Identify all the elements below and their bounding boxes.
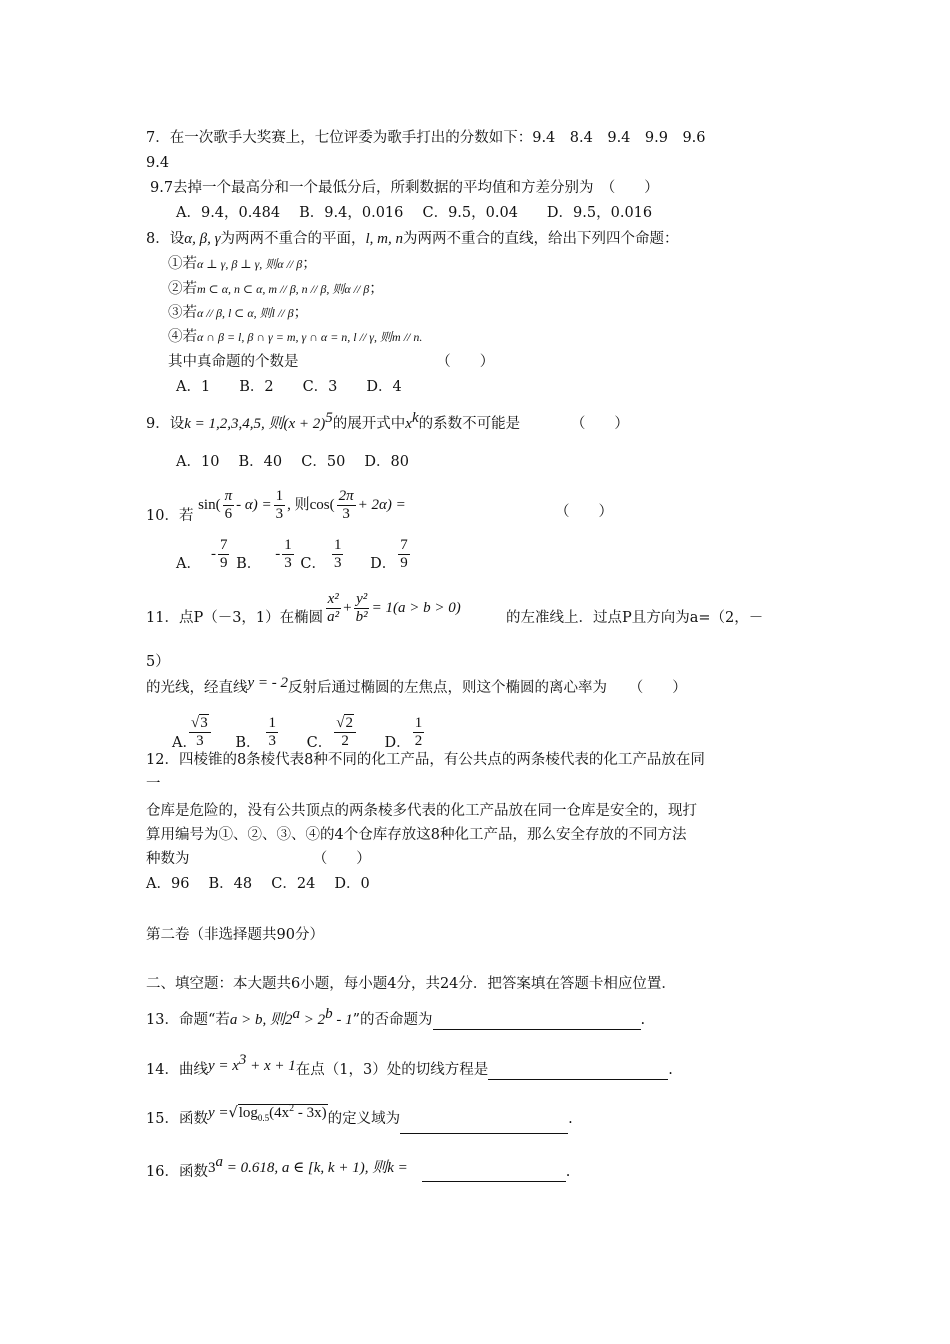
q15-arg-a: (4x	[269, 1105, 290, 1121]
q10-optA-sign: -	[210, 546, 216, 562]
q11-optA-rad: 3	[200, 714, 208, 731]
q10-frac-1-3	[274, 488, 286, 523]
q10-optA-den: 9	[219, 554, 228, 571]
q15-lead: 15．函数	[146, 1111, 208, 1127]
q8-lines: l, m, n	[365, 231, 403, 247]
q11-optB-num: 1	[268, 714, 276, 731]
q15-radicand	[238, 1104, 328, 1121]
q11-line3-expr: y = - 2	[247, 675, 289, 691]
q13-tail-expr: - 1	[332, 1011, 353, 1028]
q8-options: A．1 B．2 C．3 D．4	[176, 379, 402, 395]
q8-question: 其中真命题的个数是 （ ）	[168, 354, 495, 370]
q16-lead: 16．函数	[146, 1163, 208, 1180]
q10-optB-sign: -	[275, 546, 281, 562]
q14-lead: 14．曲线	[146, 1061, 208, 1078]
q10-optD-frac	[398, 537, 410, 572]
q14-tail: 在点（1，3）处的切线方程是	[295, 1061, 489, 1078]
q11-line3	[146, 675, 687, 698]
q13-end: .	[640, 1011, 646, 1028]
q11-optC-frac: $\frac{√2}{2}$	[334, 715, 356, 750]
q16-sup-a: a	[215, 1154, 223, 1170]
q13-sup-a: a	[292, 1006, 300, 1022]
q10-optB-num: 1	[284, 536, 292, 553]
q10-minus-alpha: - α) =	[236, 497, 272, 513]
q10-optA-num: 7	[219, 536, 228, 553]
q11-optC-rad: 2	[345, 714, 353, 731]
q10-one: 1	[275, 487, 284, 504]
q8-lead: 8．设	[146, 231, 185, 247]
q10-optA-frac	[218, 537, 230, 572]
q11-optC-den: 2	[341, 732, 349, 749]
q11-frac-x2a2	[325, 591, 341, 626]
q7-line1: 7．在一次歌手大奖赛上，七位评委为歌手打出的分数如下：9.4 8.4 9.4 9.9 9.6	[146, 130, 706, 146]
q8-proposition-1	[168, 254, 317, 274]
q8-p4-num: ④若	[168, 329, 197, 345]
q15-sup2: 2	[289, 1103, 295, 1114]
q11-b2: b²	[355, 608, 368, 625]
q8-mid: 为两两不重合的平面，	[220, 231, 366, 247]
q10-twopi: 2π	[338, 487, 354, 504]
q8-p2-end: ；	[369, 281, 384, 297]
q11-a2: a²	[327, 608, 340, 625]
q14-expr-a: y = x	[207, 1057, 239, 1074]
q11-y2: y²	[356, 590, 368, 607]
q10-optD-label: D．	[370, 556, 397, 572]
q11-optD-den: 2	[414, 732, 423, 749]
q10-optB-den: 3	[284, 554, 292, 571]
q10-sin: sin(	[198, 497, 221, 513]
q15-answer-blank[interactable]	[400, 1117, 568, 1134]
q16-end: .	[565, 1163, 571, 1180]
q11-optD-label: D．	[384, 735, 411, 751]
q11-optA-den: 3	[196, 732, 204, 749]
q14	[146, 1054, 673, 1080]
q8-p3-expr: α // β, l ⊂ α, 则l // β	[197, 306, 294, 320]
q12-line1: 12．四棱锥的8条棱代表8种不同的化工产品，有公共点的两条棱代表的化工产品放在同	[146, 752, 705, 768]
q10-optC-num: 1	[333, 536, 342, 553]
q15-arg-b: - 3x)	[294, 1105, 327, 1121]
q10-frac-pi6	[223, 488, 235, 523]
q9-options: A．10 B．40 C．50 D．80	[176, 454, 409, 470]
q11-frac-y2b2	[354, 591, 370, 626]
q10-bracket: （ ）	[555, 504, 613, 520]
q10-optA-label: A．	[176, 556, 201, 572]
q9-mid: 的展开式中	[332, 415, 406, 432]
q9-k: k	[411, 410, 419, 426]
q8-proposition-2	[168, 279, 384, 299]
q13-expr: a > b, 则2	[229, 1011, 293, 1028]
q10-optB-frac	[282, 537, 294, 572]
q7-options: A．9.4，0.484 B．9.4，0.016 C．9.5，0.04 D．9.5，0.016	[176, 205, 653, 221]
q16-three: 3	[207, 1159, 216, 1176]
q13-lead: 13．命题“若	[146, 1011, 230, 1028]
q15-tail: 的定义域为	[327, 1111, 401, 1127]
q8-p3-num: ③若	[168, 305, 197, 321]
q10-optC-label: C．	[300, 556, 326, 572]
q7-line2: 9.4	[146, 155, 170, 171]
q11-optA-frac: $\frac{√3}{3}$	[189, 715, 211, 750]
q14-sup3: 3	[238, 1052, 247, 1068]
section2-heading: 二、填空题：本大题共6小题，每小题4分，共24分．把答案填在答题卡相应位置．	[146, 976, 676, 992]
q11-lead: 11．点P（－3，1）在椭圆	[146, 610, 324, 626]
q14-answer-blank[interactable]	[488, 1063, 668, 1080]
q13-tail: ”的否命题为	[352, 1011, 433, 1028]
q16-expr: = 0.618, a ∈ [k, k + 1), 则k =	[222, 1159, 408, 1176]
q12-line5: 种数为 （ ）	[146, 851, 371, 867]
q10-lead: 10．若	[146, 508, 194, 524]
q10-three2: 3	[342, 505, 350, 522]
q10-options	[176, 524, 412, 584]
q10-frac-2pi3	[337, 488, 356, 523]
q15: 15．函数$y =√\log_{0.5}(4x^2 - 3x)$的定义域为 .	[146, 1105, 573, 1134]
q8-tail: 为两两不重合的直线，给出下列四个命题：	[403, 231, 679, 247]
q13-answer-blank[interactable]	[433, 1013, 641, 1030]
q10-optD-num: 7	[400, 536, 408, 553]
q11-optB-den: 3	[268, 732, 276, 749]
q15-log: log	[238, 1105, 258, 1121]
q8-stem	[146, 229, 679, 249]
q9-exponent: 5	[325, 410, 333, 426]
q13	[146, 1004, 645, 1030]
q11-tail: 的左准线上．过点P且方向为a=（2，－	[506, 610, 764, 626]
q8-p1-end: ；	[302, 256, 317, 272]
q11-optC-label: C．	[306, 735, 333, 751]
q8-p2-num: ②若	[168, 281, 197, 297]
q15-end: .	[568, 1111, 573, 1127]
q8-p4-expr: α ∩ β = l, β ∩ γ = m, γ ∩ α = n, l // γ, 则m // n.	[197, 330, 423, 344]
q11-optD-frac	[413, 715, 425, 750]
q11-stem	[146, 576, 461, 640]
q7-line3: 9.7去掉一个最高分和一个最低分后，所剩数据的平均值和方差分别为 （ ）	[150, 180, 659, 196]
q11-eq: = 1(a > b > 0)	[371, 600, 461, 616]
q11-optD-num: 1	[414, 714, 423, 731]
q13-mid: > 2	[300, 1011, 326, 1028]
q9-tail: 的系数不可能是 （ ）	[418, 415, 629, 432]
part2-title: 第二卷（非选择题共90分）	[146, 927, 324, 943]
q16-answer-blank[interactable]	[422, 1165, 566, 1182]
q12-line4: 算用编号为①、②、③、④的4个仓库存放这8种化工产品，那么安全存放的不同方法	[146, 827, 687, 843]
q10-three: 3	[275, 505, 284, 522]
q10-then-cos: , 则cos(	[287, 497, 335, 513]
q10-plus-2alpha: + 2α) =	[357, 497, 406, 513]
q10-pi: π	[224, 487, 233, 504]
q9-expr: k = 1,2,3,4,5, 则(x + 2)	[184, 415, 326, 432]
q11-optA-label: A．	[172, 735, 197, 751]
q11-x2: x²	[327, 590, 339, 607]
q10-optC-frac	[332, 537, 344, 572]
q8-planes: α, β, γ	[184, 231, 221, 247]
q11-line3-b: 反射后通过椭圆的左焦点，则这个椭圆的离心率为 （ ）	[288, 680, 687, 696]
q8-p1-num: ①若	[168, 256, 197, 272]
q14-end: .	[668, 1061, 673, 1078]
q16	[146, 1156, 570, 1182]
q11-plus: +	[343, 600, 352, 616]
q15-expr-y: y =	[207, 1105, 229, 1121]
q8-proposition-4	[168, 327, 422, 347]
q8-p2-expr: m ⊂ α, n ⊂ α, m // β, n // β, 则α // β	[197, 282, 370, 296]
q11-line2: 5）	[146, 654, 170, 670]
q10-optB-label: B．	[236, 556, 262, 572]
q10-optC-den: 3	[333, 554, 342, 571]
q10-six: 6	[224, 505, 233, 522]
q11-optB-label: B．	[235, 735, 261, 751]
q9-x: x	[405, 415, 412, 432]
q10-optD-den: 9	[400, 554, 408, 571]
q12-line3: 仓库是危险的，没有公共顶点的两条棱多代表的化工产品放在同一仓库是安全的，现打	[146, 803, 697, 819]
q15-base: 0.5	[257, 1113, 270, 1123]
q8-p1-expr: α ⊥ γ, β ⊥ γ, 则α // β	[197, 257, 303, 271]
q9-stem	[146, 408, 629, 434]
q14-expr-b: + x + 1	[246, 1057, 296, 1074]
q8-p3-end: ；	[293, 305, 309, 321]
q8-proposition-3	[168, 303, 308, 323]
q12-line2: 一	[146, 776, 161, 792]
q13-sup-b: b	[325, 1006, 333, 1022]
q9-lead: 9．设	[146, 415, 185, 432]
q11-optB-frac	[266, 715, 278, 750]
q12-options: A．96 B．48 C．24 D．0	[146, 876, 370, 892]
q11-line3-a: 的光线，经直线	[146, 680, 248, 696]
